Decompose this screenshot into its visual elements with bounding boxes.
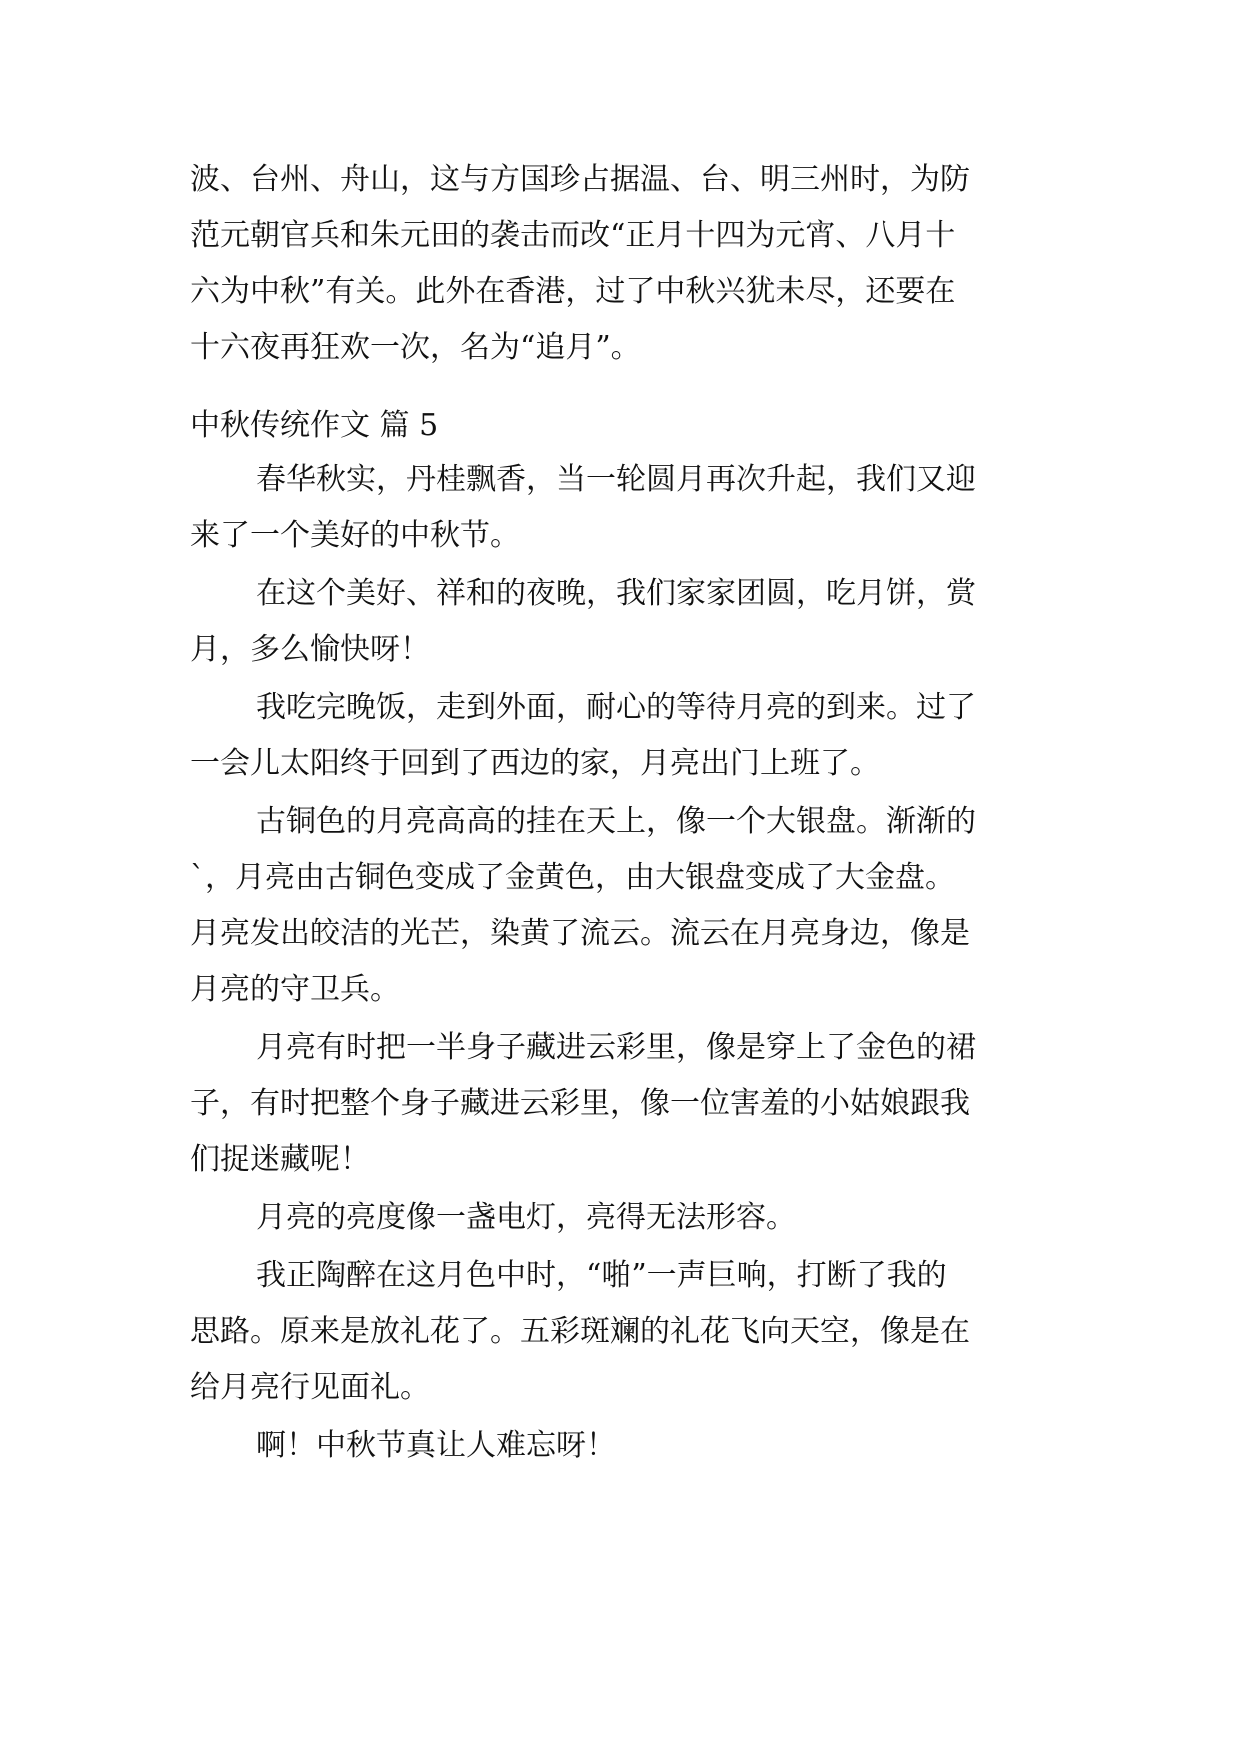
paragraph-first-line: 月亮的亮度像一盏电灯，亮得无法形容。 [256, 1200, 796, 1235]
paragraph-first-line: 月亮有时把一半身子藏进云彩里，像是穿上了金色的裙 [256, 1030, 976, 1065]
text-line: 给月亮行见面礼。 [190, 1370, 430, 1405]
text-line: 一会儿太阳终于回到了西边的家，月亮出门上班了。 [190, 746, 880, 781]
text-line: `，月亮由古铜色变成了金黄色，由大银盘变成了大金盘。 [190, 860, 955, 895]
paragraph-first-line: 我正陶醉在这月色中时，“啪”一声巨响，打断了我的 [256, 1258, 947, 1293]
text-line: 月亮的守卫兵。 [190, 972, 400, 1007]
text-line: 范元朝官兵和朱元田的袭击而改“正月十四为元宵、八月十 [190, 218, 956, 253]
paragraph-first-line: 古铜色的月亮高高的挂在天上，像一个大银盘。渐渐的 [256, 804, 976, 839]
section-title: 中秋传统作文 篇 5 [190, 408, 439, 443]
paragraph-first-line: 我吃完晚饭，走到外面，耐心的等待月亮的到来。过了 [256, 690, 976, 725]
text-line: 子，有时把整个身子藏进云彩里，像一位害羞的小姑娘跟我 [190, 1086, 970, 1121]
text-line: 六为中秋”有关。此外在香港，过了中秋兴犹未尽，还要在 [190, 274, 956, 309]
paragraph-first-line: 啊！中秋节真让人难忘呀！ [256, 1428, 616, 1463]
paragraph-first-line: 在这个美好、祥和的夜晚，我们家家团圆，吃月饼，赏 [256, 576, 976, 611]
text-line: 波、台州、舟山，这与方国珍占据温、台、明三州时，为防 [190, 162, 970, 197]
text-line: 月亮发出皎洁的光芒，染黄了流云。流云在月亮身边，像是 [190, 916, 970, 951]
text-line: 们捉迷藏呢！ [190, 1142, 370, 1177]
text-line: 思路。原来是放礼花了。五彩斑斓的礼花飞向天空，像是在 [190, 1314, 970, 1349]
text-line: 月，多么愉快呀！ [190, 632, 430, 667]
paragraph-first-line: 春华秋实，丹桂飘香，当一轮圆月再次升起，我们又迎 [256, 462, 976, 497]
text-line: 十六夜再狂欢一次，名为“追月”。 [190, 330, 641, 365]
text-line: 来了一个美好的中秋节。 [190, 518, 520, 553]
